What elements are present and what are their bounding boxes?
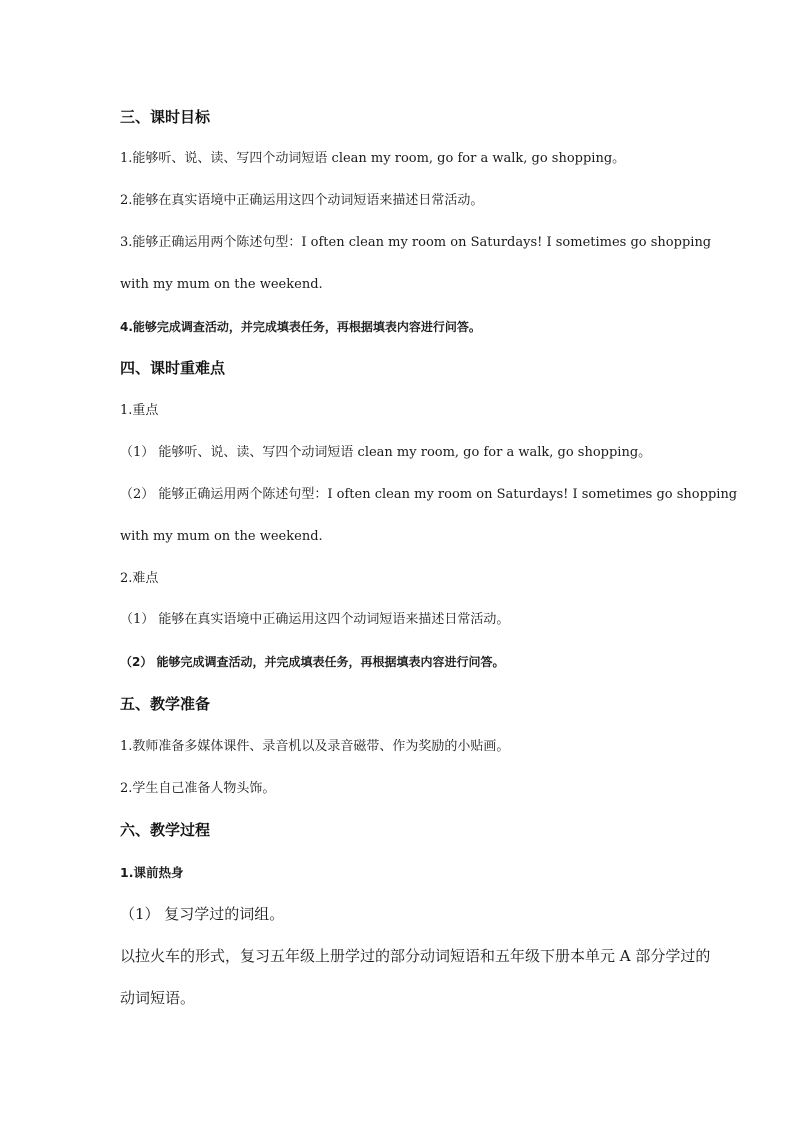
key-item-2-cont: with my mum on the weekend. [120, 529, 323, 544]
key-item-1: （1） 能够听、说、读、写四个动词短语 clean my room, go for a walk, go shopping。 [120, 445, 652, 460]
difficult-item-2: （2） 能够完成调查活动，并完成填表任务，再根据填表内容进行问答。 [120, 655, 505, 669]
process-step-1: 1.课前热身 [120, 865, 184, 880]
key-label: 1.重点 [120, 403, 159, 418]
section-heading-goals: 三、课时目标 [120, 108, 211, 126]
section-heading-preparation: 五、教学准备 [120, 695, 211, 713]
goal-item-3-cont: with my mum on the weekend. [120, 277, 323, 292]
difficult-label: 2.难点 [120, 571, 159, 586]
prep-item-1: 1.教师准备多媒体课件、录音机以及录音磁带、作为奖励的小贴画。 [120, 739, 510, 754]
goal-item-3: 3.能够正确运用两个陈述句型：I often clean my room on Saturdays! I sometimes go shopping [120, 235, 712, 250]
goal-item-1: 1.能够听、说、读、写四个动词短语 clean my room, go for a walk, go shopping。 [120, 151, 626, 166]
goal-item-2: 2.能够在真实语境中正确运用这四个动词短语来描述日常活动。 [120, 193, 484, 208]
goal-item-4: 4.能够完成调查活动，并完成填表任务，再根据填表内容进行问答。 [120, 320, 481, 334]
process-step-1-sub: （1） 复习学过的词组。 [120, 905, 285, 923]
process-paragraph-line-1: 以拉火车的形式，复习五年级上册学过的部分动词短语和五年级下册本单元 A 部分学过的 [120, 947, 711, 965]
section-heading-key-points: 四、课时重难点 [120, 359, 226, 377]
prep-item-2: 2.学生自己准备人物头饰。 [120, 781, 276, 796]
section-heading-process: 六、教学过程 [120, 821, 211, 839]
process-paragraph-line-2: 动词短语。 [120, 989, 196, 1007]
difficult-item-1: （1） 能够在真实语境中正确运用这四个动词短语来描述日常活动。 [120, 612, 510, 627]
key-item-2: （2） 能够正确运用两个陈述句型：I often clean my room on Saturdays! I sometimes go shopping [120, 487, 738, 502]
